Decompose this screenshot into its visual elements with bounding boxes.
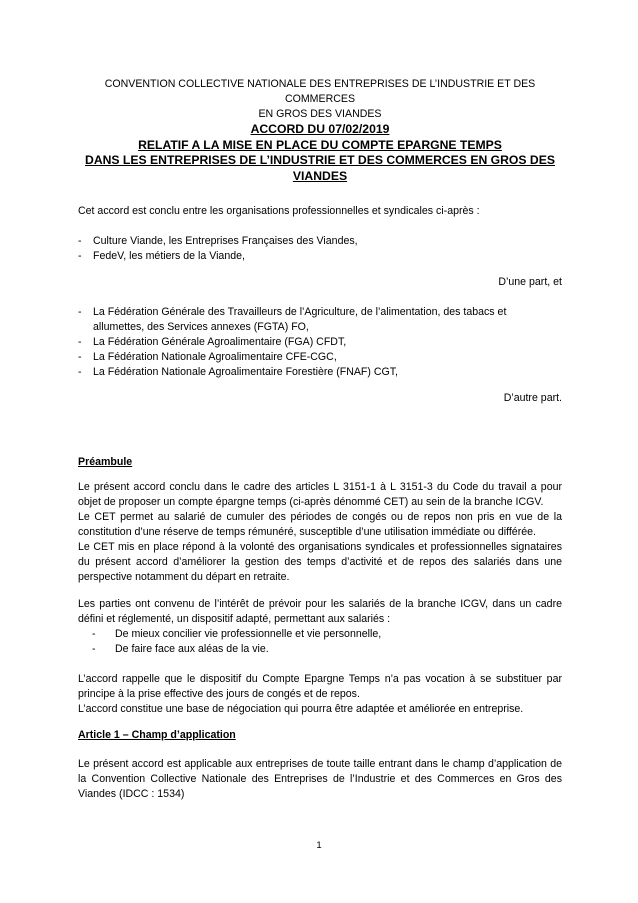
preambule-paragraph-6: L’accord constitue une base de négociation qui pourra être adaptée et améliorée en entreprise. [78,703,524,715]
article-1-heading: Article 1 – Champ d’application [78,729,236,741]
preambule-paragraph-5: L’accord rappelle que le dispositif du Compte Epargne Temps n’a pas vocation à se substituer par principe à la prise effective des jours de congés et de repos. [78,673,562,700]
title-line-1: ACCORD DU 07/02/2019 [250,122,390,136]
title-line-3: DANS LES ENTREPRISES DE L’INDUSTRIE ET DES COMMERCES EN GROS DES VIANDES [85,153,555,183]
list-item: - FedeV, les métiers de la Viande, [78,250,245,262]
list-item: - La Fédération Nationale Agroalimentaire Forestière (FNAF) CGT, [78,366,398,378]
title-line-2: RELATIF A LA MISE EN PLACE DU COMPTE EPARGNE TEMPS [138,137,502,152]
list-item: - De mieux concilier vie professionnelle et vie personnelle, [92,628,382,640]
preambule-paragraph-1: Le présent accord conclu dans le cadre des articles L 3151-1 à L 3151-3 du Code du travail a pour objet de proposer un compte épargne temps (ci-après dénommé CET) au sein de la branche ICGV. [78,481,562,508]
page-number: 1 [316,840,322,851]
preambule-paragraph-4: Les parties ont convenu de l’intérêt de prévoir pour les salariés de la branche ICGV, dans un cadre défini et réglementé, un dispositif adapté, permettant aux salariés : [78,598,562,625]
list-item: - Culture Viande, les Entreprises Françaises des Viandes, [78,235,358,247]
preambule-paragraph-2: Le CET permet au salarié de cumuler des périodes de congés ou de repos non pris en vue de la constitution d’une réserve de temps rémunéré, susceptible d’une utilisation immédiate ou différée. [78,511,562,538]
intro-paragraph: Cet accord est conclu entre les organisations professionnelles et syndicales ci-après : [78,205,480,217]
convention-header [78,77,562,122]
party-1-closing: D’une part, et [498,276,562,288]
preambule-paragraph-3: Le CET mis en place répond à la volonté des organisations syndicales et professionnelles signataires du présent accord d’améliorer la gestion des temps d’activité et de repos des salariés dans une perspective notamment du départ en retraite. [78,541,562,583]
list-item: - La Fédération Générale des Travailleurs de l’Agriculture, de l’alimentation, des tabacs et [78,306,507,318]
list-item: - La Fédération Nationale Agroalimentaire CFE-CGC, [78,351,337,363]
list-item: - La Fédération Générale Agroalimentaire (FGA) CFDT, [78,336,347,348]
preambule-heading: Préambule [78,456,133,468]
article-1-paragraph: Le présent accord est applicable aux entreprises de toute taille entrant dans le champ d’application de la Convention Collective Nationale des Entreprises de l’Industrie et des Commerces en Gros des Viandes (IDCC : 1534) [78,758,562,800]
list-item-continuation: allumettes, des Services annexes (FGTA) FO, [93,321,309,333]
party-1-list [78,234,562,264]
preambule-bullets [78,627,562,657]
header-line-2: EN GROS DES VIANDES [258,108,382,120]
header-line-1: CONVENTION COLLECTIVE NATIONALE DES ENTREPRISES DE L’INDUSTRIE ET DES COMMERCES [104,78,536,105]
list-item: - De faire face aux aléas de la vie. [92,643,269,655]
document-title [70,122,570,184]
party-2-closing: D’autre part. [503,392,562,404]
party-2-list [78,305,562,380]
